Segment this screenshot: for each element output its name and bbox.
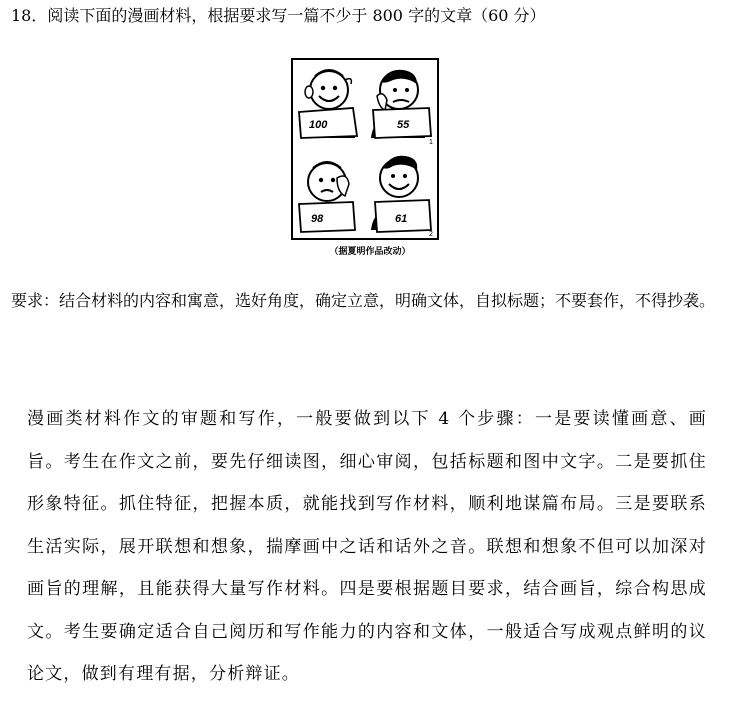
- left-score-paper-1: 100: [309, 119, 328, 131]
- analysis-paragraph: 漫画类材料作文的审题和写作，一般要做到以下 4 个步骤：一是要读懂画意、画旨。考生在作文之前，要先仔细读图，细心审阅，包括标题和图中文字。二是要抓住形象特征。抓住特征，把握本质，就能找到写作材料，顺利地谋篇布局。三是要联系生活实际，展开联想和想象，揣摩画中之话和话外之音。联想和想象不但可以加深对画旨的理解，且能获得大量写作材料。四是要根据题目要求，结合画旨，综合构思成文。考生要确定适合自己阅历和写作能力的内容和文体，一般适合写成观点鲜明的议论文，做到有理有据，分析辩证。: [27, 409, 707, 684]
- comic-drawing: [293, 60, 437, 238]
- question-heading: 18．阅读下面的漫画材料，根据要求写一篇不少于 800 字的文章（60 分）: [11, 6, 546, 25]
- comic-panel-2: [299, 156, 433, 238]
- right-score-paper-1: 55: [397, 119, 410, 131]
- happy-child-figure: [299, 70, 357, 138]
- comic-panel-1: [299, 70, 433, 146]
- panel-number-2: 2: [429, 231, 433, 238]
- right-score-paper-2: 61: [395, 213, 408, 225]
- writing-requirement: 要求：结合材料的内容和寓意，选好角度，确定立意，明确文体，自拟标题；不要套作，不得抄袭。: [11, 291, 716, 310]
- panel-number-1: 1: [429, 139, 433, 146]
- comic-caption: （据夏明作品改动）: [329, 247, 411, 257]
- worried-child-figure: [299, 162, 355, 232]
- comic-illustration: [291, 58, 439, 240]
- left-score-paper-2: 98: [311, 213, 324, 225]
